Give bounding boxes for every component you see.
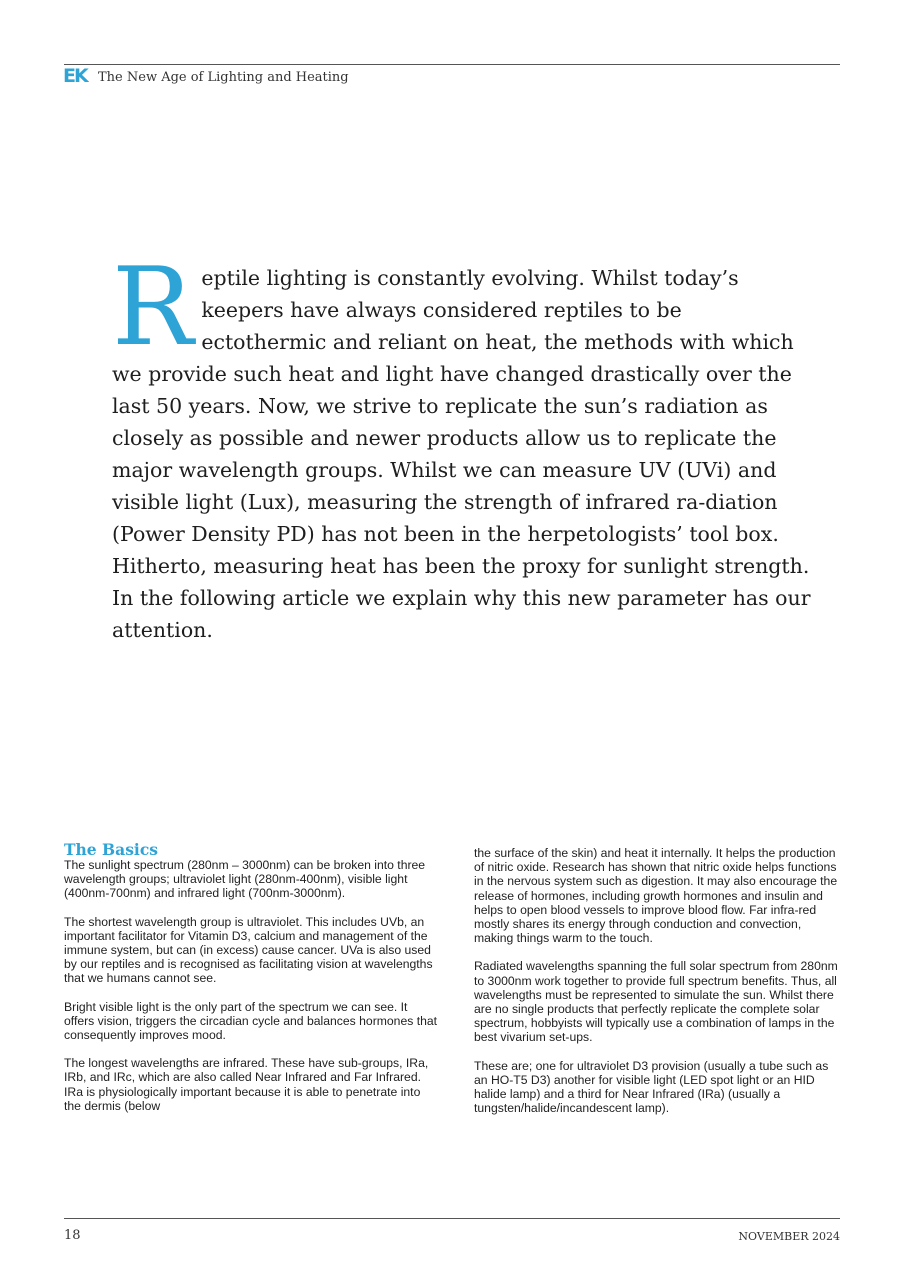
header-rule	[64, 64, 840, 65]
magazine-logo: EK	[63, 65, 87, 87]
page-number: 18	[64, 1228, 81, 1243]
body-column-left	[64, 842, 439, 1127]
body-paragraph: the surface of the skin) and heat it internally. It helps the production of nitric oxide. Research has shown that nitric oxide helps functions in the nervous system such as digestion. It may also encourage the release of hormones, including growth hormones and insulin and helps to open blood vessels to improve blood flow. Far infra-red mostly shares its energy through conduction and convection, making things warm to the touch.	[474, 846, 838, 946]
footer-rule	[64, 1218, 840, 1219]
running-title: The New Age of Lighting and Heating	[98, 70, 349, 85]
body-paragraph: Radiated wavelengths spanning the full solar spectrum from 280nm to 3000nm work together to provide full spectrum benefits. Thus, all wavelengths must be represented to simulate the sun. Whilst there are no single products that perfectly replicate the complete solar spectrum, hobbyists will typically use a combination of lamps in the best vivarium set-ups.	[474, 959, 838, 1045]
body-paragraph: The sunlight spectrum (280nm – 3000nm) can be broken into three wavelength groups; ultraviolet light (280nm-400nm), visible light (400nm-700nm) and infrared light (700nm-3000nm).	[64, 858, 426, 901]
section-heading: The Basics	[64, 840, 158, 859]
body-paragraph: Bright visible light is the only part of the spectrum we can see. It offers vision, triggers the circadian cycle and balances hormones that consequently improves mood.	[64, 999, 438, 1043]
body-paragraph: The shortest wavelength group is ultraviolet. This includes UVb, an important facilitator for Vitamin D3, calcium and management of the immune system, but can (in excess) cause cancer. UVa is also used by our reptiles and is recognised as facilitating vision at wavelengths that we humans cannot see.	[64, 914, 433, 986]
lead-paragraph	[112, 245, 812, 646]
issue-date: NOVEMBER 2024	[738, 1230, 840, 1243]
drop-cap: R	[112, 245, 194, 370]
body-column-right	[474, 846, 842, 1129]
lead-text: eptile lighting is constantly evolving. Whilst today’s keepers have always considered reptiles to be ectothermic and reliant on heat, the methods with which we provide such heat and light have changed drastically over the last 50 years. Now, we strive to replicate the sun’s radiation as closely as possible and newer products allow us to replicate the major wavelength groups. Whilst we can measure UV (UVi) and visible light (Lux), measuring the strength of infrared ra-diation (Power Density PD) has not been in the herpetologists’ tool box. Hitherto, measuring heat has been the proxy for sunlight strength. In the following article we explain why this new parameter has our attention.	[112, 266, 811, 642]
body-paragraph: These are; one for ultraviolet D3 provision (usually a tube such as an HO-T5 D3) another for visible light (LED spot light or an HID halide lamp) and a third for Near Infrared (IRa) (usually a tungsten/halide/incandescent lamp).	[474, 1058, 829, 1116]
body-paragraph: The longest wavelengths are infrared. These have sub-groups, IRa, IRb, and IRc, which are also called Near Infrared and Far Infrared. IRa is physiologically important because it is able to penetrate into the dermis (below	[64, 1056, 429, 1113]
